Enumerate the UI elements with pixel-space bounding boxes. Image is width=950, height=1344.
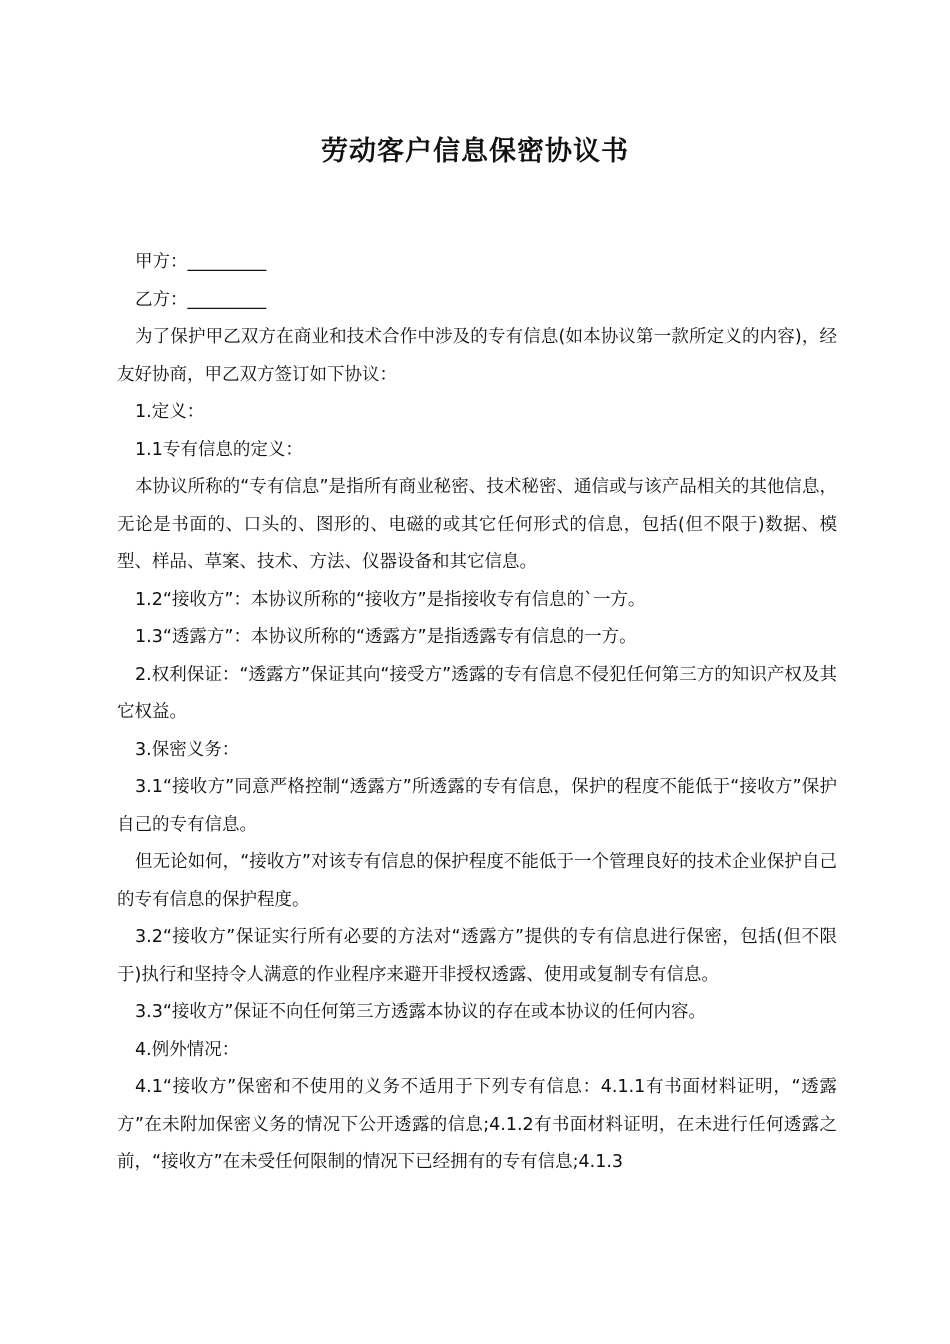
section-3-3-paragraph: 3.3“接收方”保证不向任何第三方透露本协议的存在或本协议的任何内容。 [135, 1002, 706, 1022]
section-4-1-paragraph: 4.1“接收方”保密和不使用的义务不适用于下列专有信息：4.1.1有书面材料证明，“透露方”在未附加保密义务的情况下公开透露的信息;4.1.2有书面材料证明，在未进行任何透露之前，“接收方”在未受任何限制的情况下已经拥有的专有信息;4.1.3 [117, 1077, 837, 1172]
document-body [117, 244, 837, 1182]
section-1-2-paragraph: 1.2“接收方”：本协议所称的“接收方”是指接收专有信息的`一方。 [135, 589, 646, 610]
section-3-heading: 3.保密义务： [135, 739, 240, 760]
section-3-1-paragraph: 3.1“接收方”同意严格控制“透露方”所透露的专有信息，保护的程度不能低于“接收方”保护自己的专有信息。 [117, 777, 837, 835]
party-a-line: 甲方：_________ [135, 252, 267, 272]
preamble-paragraph: 为了保护甲乙双方在商业和技术合作中涉及的专有信息(如本协议第一款所定义的内容)，经友好协商，甲乙双方签订如下协议： [117, 327, 837, 385]
document-title: 劳动客户信息保密协议书 [321, 136, 629, 167]
section-3-2-paragraph: 3.2“接收方”保证实行所有必要的方法对“透露方”提供的专有信息进行保密，包括(但不限于)执行和坚持令人满意的作业程序来避开非授权透露、使用或复制专有信息。 [117, 927, 837, 985]
section-1-3-paragraph: 1.3“透露方”：本协议所称的“透露方”是指透露专有信息的一方。 [135, 627, 637, 647]
section-2-paragraph: 2.权利保证：“透露方”保证其向“接受方”透露的专有信息不侵犯任何第三方的知识产权及其它权益。 [117, 664, 837, 722]
party-b-line: 乙方：_________ [135, 289, 267, 310]
section-1-heading: 1.定义： [135, 402, 205, 422]
section-1-1-heading: 1.1专有信息的定义： [135, 439, 303, 460]
section-3-1-continuation: 但无论如何，“接收方”对该专有信息的保护程度不能低于一个管理良好的技术企业保护自己的专有信息的保护程度。 [117, 852, 837, 910]
section-1-1-paragraph: 本协议所称的“专有信息”是指所有商业秘密、技术秘密、通信或与该产品相关的其他信息，无论是书面的、口头的、图形的、电磁的或其它任何形式的信息，包括(但不限于)数据、模型、样品、草案、技术、方法、仪器设备和其它信息。 [117, 477, 837, 572]
section-4-heading: 4.例外情况： [135, 1039, 240, 1060]
